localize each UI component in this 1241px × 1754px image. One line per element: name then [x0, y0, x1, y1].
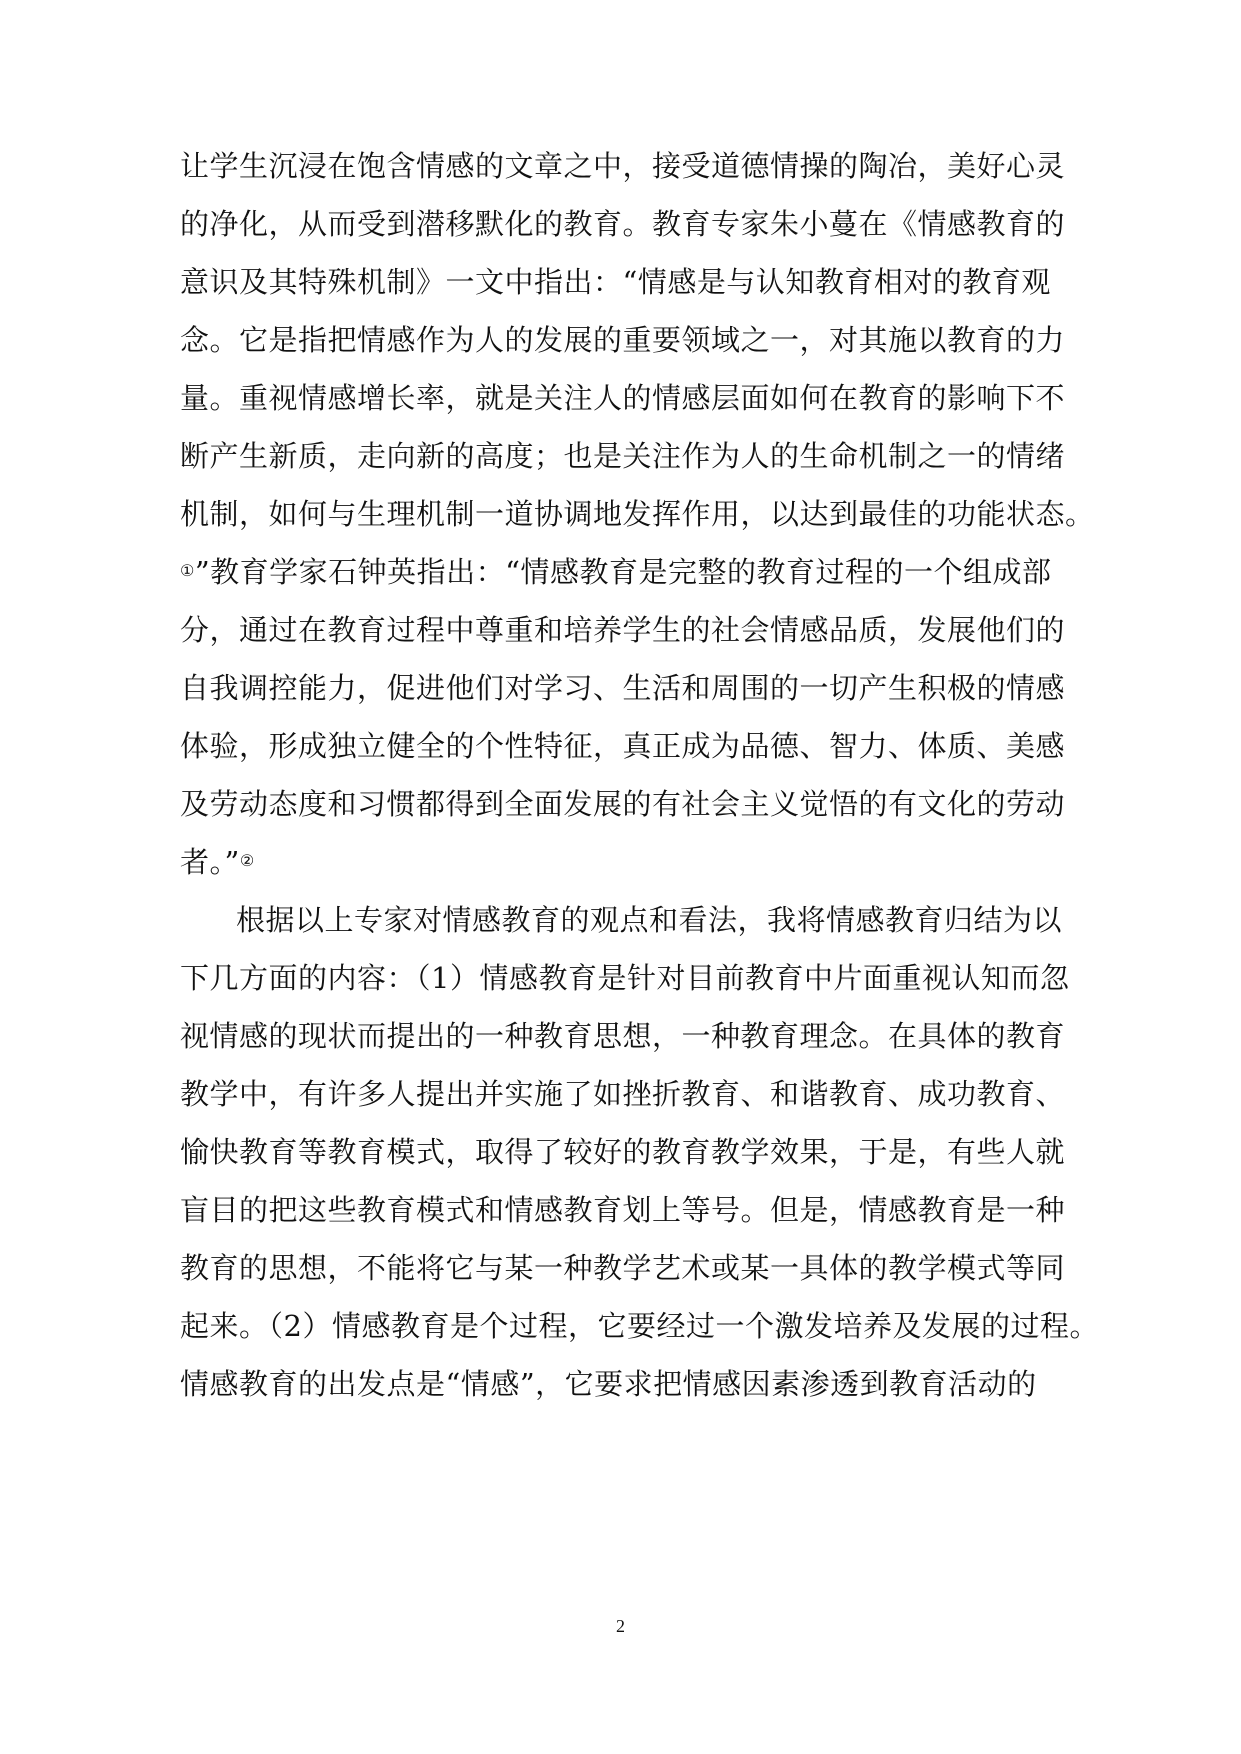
text-line: 念。它是指把情感作为人的发展的重要领域之一，对其施以教育的力: [180, 323, 1066, 357]
text-line: 断产生新质，走向新的高度；也是关注作为人的生命机制之一的情绪: [180, 439, 1066, 473]
page-number: 2: [616, 1616, 625, 1636]
text-line: 自我调控能力，促进他们对学习、生活和周围的一切产生积极的情感: [180, 671, 1066, 705]
text-line: 情感教育的出发点是“情感”，它要求把情感因素渗透到教育活动的: [180, 1367, 1037, 1401]
text-line: 下几方面的内容：（1）情感教育是针对目前教育中片面重视认知而忽: [180, 961, 1070, 995]
text-line: 量。重视情感增长率，就是关注人的情感层面如何在教育的影响下不: [180, 381, 1066, 415]
text-line: 起来。（2）情感教育是个过程，它要经过一个激发培养及发展的过程。: [180, 1309, 1099, 1343]
text-line-content: ”教育学家石钟英指出：“情感教育是完整的教育过程的一个组成部: [194, 555, 1052, 589]
text-line: 盲目的把这些教育模式和情感教育划上等号。但是，情感教育是一种: [180, 1193, 1066, 1227]
text-line: [180, 552, 1060, 597]
footnote-marker: ②: [239, 851, 255, 870]
text-line: 的净化，从而受到潜移默化的教育。教育专家朱小蔓在《情感教育的: [180, 207, 1066, 241]
text-line: [180, 842, 1060, 887]
text-line: 分，通过在教育过程中尊重和培养学生的社会情感品质，发展他们的: [180, 613, 1066, 647]
footnote-marker: ①: [180, 561, 195, 580]
text-line: 及劳动态度和习惯都得到全面发展的有社会主义觉悟的有文化的劳动: [180, 787, 1066, 821]
text-line: 机制，如何与生理机制一道协调地发挥作用，以达到最佳的功能状态。: [180, 497, 1095, 531]
text-line: 教学中，有许多人提出并实施了如挫折教育、和谐教育、成功教育、: [180, 1077, 1066, 1111]
text-line: 意识及其特殊机制》一文中指出：“情感是与认知教育相对的教育观: [180, 265, 1051, 299]
text-line: 让学生沉浸在饱含情感的文章之中，接受道德情操的陶冶，美好心灵: [180, 149, 1066, 183]
text-line-content: 者。”: [180, 845, 240, 879]
text-line: 体验，形成独立健全的个性特征，真正成为品德、智力、体质、美感: [180, 729, 1066, 763]
text-line: 根据以上专家对情感教育的观点和看法，我将情感教育归结为以: [236, 903, 1063, 937]
text-line: 愉快教育等教育模式，取得了较好的教育教学效果，于是，有些人就: [180, 1135, 1066, 1169]
text-line: 教育的思想，不能将它与某一种教学艺术或某一具体的教学模式等同: [180, 1251, 1066, 1285]
text-line: 视情感的现状而提出的一种教育思想，一种教育理念。在具体的教育: [180, 1019, 1066, 1053]
